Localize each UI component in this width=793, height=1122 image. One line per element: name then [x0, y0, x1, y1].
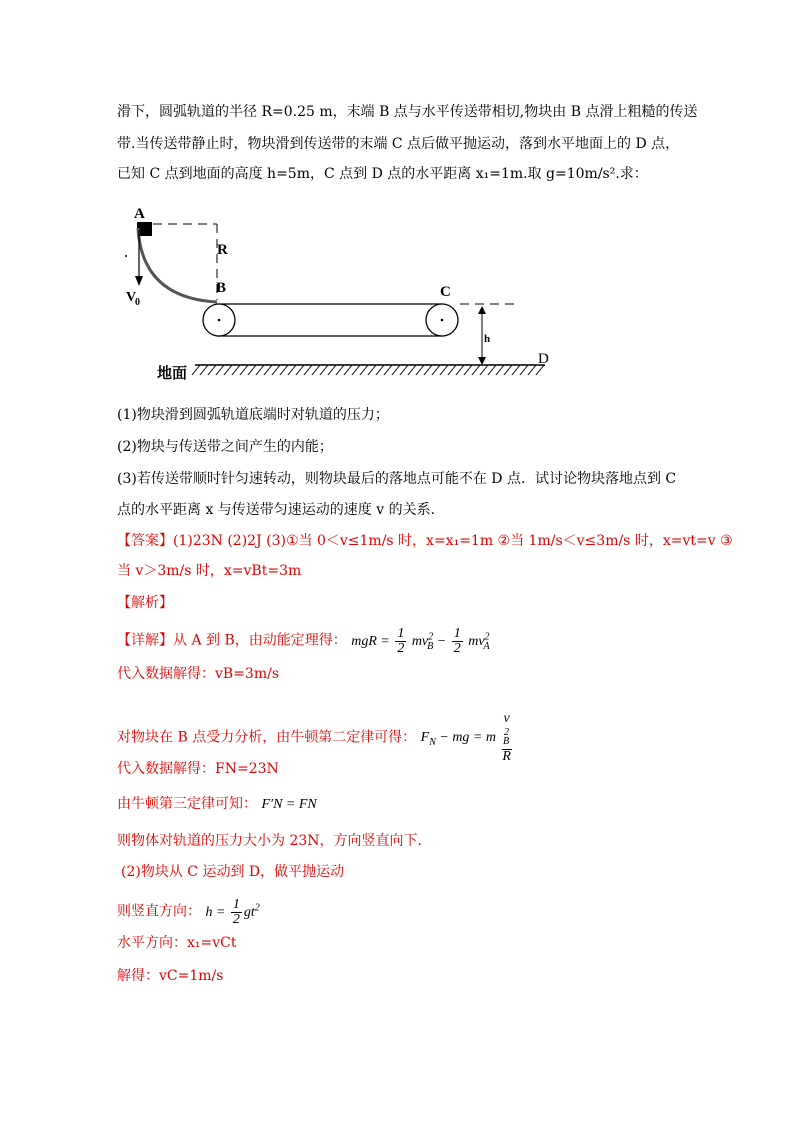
eq-term2: mv — [468, 633, 485, 649]
frac-vb-r: v $^2_B$ R — [502, 711, 511, 765]
label-h: h — [484, 333, 491, 345]
physics-diagram — [120, 200, 560, 385]
part-2-intro: (2)物块从 C 运动到 D，做平抛运动 — [121, 864, 345, 880]
answer-line-1: 【答案】(1)23N (2)2J (3)①当 0＜v≤1m/s 时，x=x₁=1m ②当 1m/s＜v≤3m/s 时，x=vt=v ③ — [117, 533, 733, 549]
eq-minus: − — [436, 633, 447, 649]
fn-result: 代入数据解得：FN=23N — [117, 761, 279, 777]
force-line — [117, 712, 514, 764]
ground-hatch — [192, 365, 544, 375]
vertical-line — [117, 898, 260, 927]
label-v-sub: 0 — [135, 297, 140, 308]
frac-half-2: $\frac{1}{2}$ — [453, 626, 461, 656]
eq-left: mgR = — [351, 633, 390, 649]
vertical-equation: h = $\frac{1}{2}$ $gt^2$ — [205, 897, 260, 927]
frac-half-1: $\frac{1}{2}$ — [397, 626, 405, 656]
answer-line-2: 当 v＞3m/s 时，x=vBt=3m — [117, 563, 302, 579]
label-C: C — [440, 284, 451, 300]
label-R: R — [217, 242, 228, 258]
problem-line-2: 带.当传送带静止时，物块滑到传送带的末端 C 点后做平抛运动，落到水平地面上的 D 点， — [117, 136, 680, 152]
frac-half-3: $\frac{1}{2}$ — [232, 897, 240, 927]
label-B: B — [216, 280, 227, 296]
label-ground: 地面 — [157, 364, 188, 382]
vertical-prefix: 则竖直方向： — [117, 903, 201, 920]
question-2: (2)物块与传送带之间产生的内能； — [117, 439, 333, 455]
problem-line-1: 滑下，圆弧轨道的半径 R=0.25 m，末端 B 点与水平传送带相切,物块由 B 点滑上粗糙的传送 — [117, 104, 698, 120]
question-3-line-2: 点的水平距离 x 与传送带匀速运动的速度 v 的关系. — [117, 502, 436, 518]
third-law-eq: F′N = FN — [261, 797, 317, 812]
eq-term1: mv — [411, 633, 429, 649]
force-equation: $F_N$ − mg = m v $^2_B$ R — [420, 711, 511, 765]
vc-result: 解得：vC=1m/s — [117, 968, 224, 984]
pressure-conclusion: 则物体对轨道的压力大小为 23N，方向竖直向下. — [117, 833, 422, 849]
third-law-prefix: 由牛顿第三定律可知： — [117, 796, 257, 812]
vb-result: 代入数据解得：vB=3m/s — [117, 666, 280, 682]
velocity-arrowhead — [135, 276, 143, 286]
horizontal-line: 水平方向：x₁=vCt — [117, 935, 237, 951]
question-1: (1)物块滑到圆弧轨道底端时对轨道的压力； — [117, 407, 389, 423]
label-v: V — [126, 290, 137, 305]
problem-line-3: 已知 C 点到地面的高度 h=5m，C 点到 D 点的水平距离 x₁=1m.取 g=10m/s².求： — [117, 166, 648, 182]
question-3-line-1: (3)若传送带顺时针匀速转动，则物块最后的落地点可能不在 D 点．试讨论物块落地点到 C — [117, 471, 677, 487]
label-A: A — [134, 206, 145, 222]
label-D: D — [538, 351, 549, 367]
arc-track — [138, 228, 217, 302]
energy-equation: mgR = $\frac{1}{2}$ $mv^2_B$ − $\frac{1}{2}$ $mv^2_A$ — [351, 626, 490, 656]
detail-line — [117, 627, 490, 656]
third-law-line — [117, 795, 317, 814]
force-prefix: 对物块在 B 点受力分析，由牛顿第二定律可得： — [117, 729, 417, 746]
analysis-header: 【解析】 — [117, 595, 173, 611]
detail-prefix: 【详解】从 A 到 B，由动能定理得： — [117, 632, 347, 649]
